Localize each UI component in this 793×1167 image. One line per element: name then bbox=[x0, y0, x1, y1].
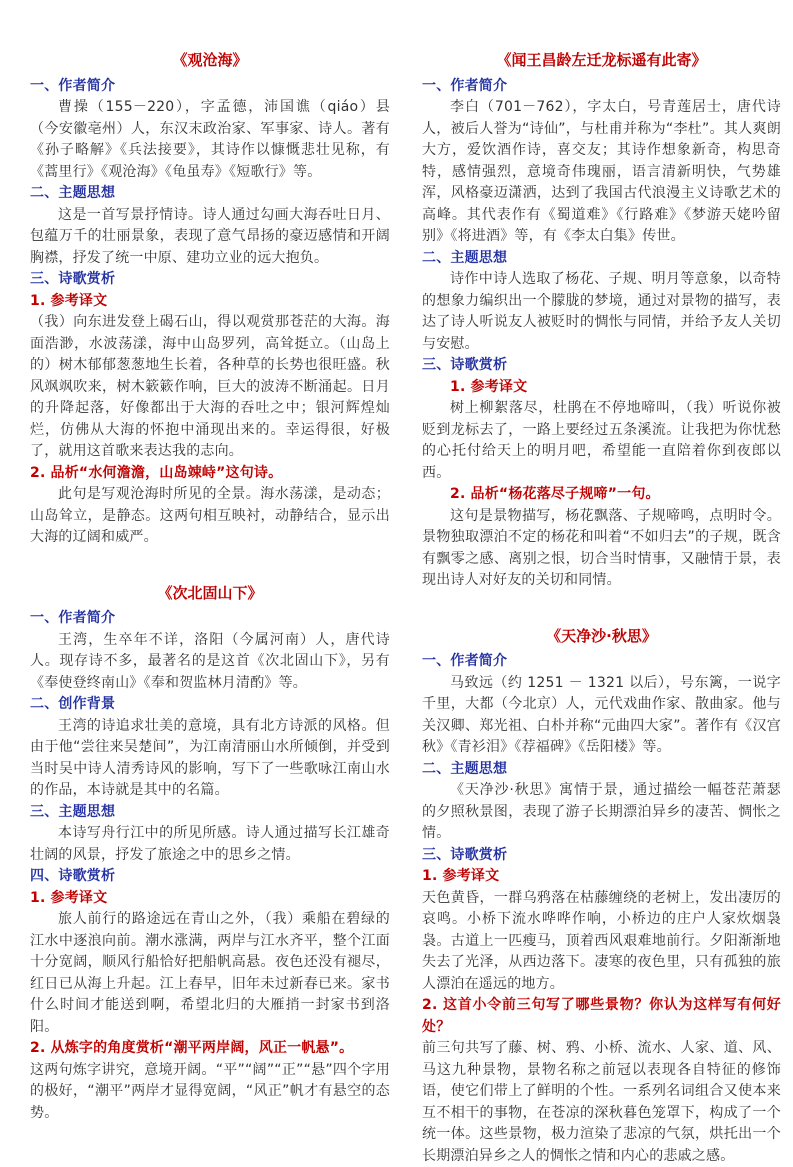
paragraph: 树上柳絮落尽，杜鹃在不停地啼叫，（我）听说你被贬到龙标去了，一路上要经过五条溪流。让我把为你忧愁的心托付给天上的明月吧，希望能一直陪着你到夜郎以西。 bbox=[422, 398, 781, 484]
poem-section bbox=[30, 583, 390, 1125]
section-heading: 三、诗歌赏析 bbox=[422, 845, 781, 867]
paragraph: 前三句共写了藤、树、鸦、小桥、流水、人家、道、风、马这九种景物，景物名称之前冠以表现各自特征的修饰语，使它们带上了鲜明的个性。一系列名词组合又使本来互不相干的事物，在苍凉的深秋暮色笼罩下，构成了一个统一体。这些景物，极力渲染了悲凉的气氛，烘托出一个长期漂泊异乡之人的惆怅之情和内心的悲戚之感。 bbox=[422, 1038, 781, 1167]
section-heading: 一、作者简介 bbox=[422, 76, 781, 98]
section-heading: 一、作者简介 bbox=[30, 76, 390, 98]
paragraph: 此句是写观沧海时所见的全景。海水荡漾，是动态；山岛耸立，是静态。这两句相互映衬，动静结合，显示出大海的辽阔和威严。 bbox=[30, 484, 390, 549]
poem-title: 《观沧海》 bbox=[30, 50, 390, 72]
paragraph: （我）向东进发登上碣石山，得以观赏那苍茫的大海。海面浩渺，水波荡漾，海中山岛罗列，高耸挺立。（山岛上的）树木郁郁葱葱地生长着，各种草的长势也很旺盛。秋风飒飒吹来，树木簌簌作响，巨大的波涛不断涌起。日月的升降起落，好像都出于大海的吞吐之中；银河辉煌灿烂，仿佛从大海的怀抱中涌现出来的。幸运得很，好极了，就用这首歌来表达我的志向。 bbox=[30, 312, 390, 463]
paragraph: 曹操（155－220），字孟德，沛国谯（qiáo）县（今安徽亳州）人，东汉末政治家、军事家、诗人。著有《孙子略解》《兵法接要》，其诗作以慷慨悲壮见称，有《蒿里行》《观沧海》《龟虽寿》《短歌行》等。 bbox=[30, 97, 390, 183]
paragraph: 旅人前行的路途远在青山之外，（我）乘船在碧绿的江水中逐浪向前。潮水涨满，两岸与江水齐平，整个江面十分宽阔，顺风行船恰好把船帆高悬。夜色还没有褪尽，红日已从海上升起。江上春早，旧年未过新春已来。家书什么时间才能送到啊，希望北归的大雁捎一封家书到洛阳。 bbox=[30, 909, 390, 1038]
column bbox=[30, 50, 390, 1122]
subheading: 2. 品析“水何澹澹，山岛竦峙”这句诗。 bbox=[30, 463, 390, 485]
paragraph: 王湾，生卒年不详，洛阳（今属河南）人，唐代诗人。现存诗不多，最著名的是这首《次北固山下》，另有《奉使登终南山》《奉和贺监林月清酌》等。 bbox=[30, 630, 390, 695]
paragraph: 王湾的诗追求壮美的意境，具有北方诗派的风格。但由于他“尝往来吴楚间”，为江南清丽山水所倾倒，并受到当时吴中诗人清秀诗风的影响，写下了一些歌咏江南山水的作品，本诗就是其中的名篇。 bbox=[30, 716, 390, 802]
paragraph: 本诗写舟行江中的所见所感。诗人通过描写长江雄奇壮阔的风景，抒发了旅途之中的思乡之情。 bbox=[30, 823, 390, 866]
subheading: 2. 这首小令前三句写了哪些景物？你认为这样写有何好处？ bbox=[422, 995, 781, 1038]
section-heading: 二、主题思想 bbox=[422, 759, 781, 781]
section-heading: 二、创作背景 bbox=[30, 694, 390, 716]
section-heading: 一、作者简介 bbox=[30, 608, 390, 630]
paragraph: 这两句炼字讲究，意境开阔。“平”“阔”“正”“悬”四个字用的极好，“潮平”两岸才显得宽阔，“风正”帆才有悬空的态势。 bbox=[30, 1060, 390, 1125]
subheading: 1. 参考译文 bbox=[422, 866, 781, 888]
subheading: 1. 参考译文 bbox=[30, 888, 390, 910]
poem-section bbox=[422, 50, 781, 592]
paragraph: 李白（701－762），字太白，号青莲居士，唐代诗人，被后人誉为“诗仙”，与杜甫并称为“李杜”。其人爽朗大方，爱饮酒作诗，喜交友；其诗作想象新奇，构思奇特，感情强烈，意境奇伟瑰丽，语言清新明快，气势雄浑，风格豪迈潇洒，达到了我国古代浪漫主义诗歌艺术的高峰。其代表作有《蜀道难》《行路难》《梦游天姥吟留别》《将进酒》等，有《李太白集》传世。 bbox=[422, 97, 781, 248]
paragraph: 马致远（约 1251 － 1321 以后），号东篱，一说字千里，大都（今北京）人，元代戏曲作家、散曲家。他与关汉卿、郑光祖、白朴并称“元曲四大家”。著作有《汉宫秋》《青衫泪》《荐福碑》《岳阳楼》等。 bbox=[422, 673, 781, 759]
poem-title: 《天净沙·秋思》 bbox=[422, 626, 781, 648]
section-heading: 三、主题思想 bbox=[30, 802, 390, 824]
subheading: 1. 参考译文 bbox=[30, 291, 390, 313]
subheading: 1. 参考译文 bbox=[422, 377, 781, 399]
paragraph: 诗作中诗人选取了杨花、子规、明月等意象，以奇特的想象力编织出一个朦胧的梦境，通过对景物的描写，表达了诗人听说友人被贬时的惆怅与同情，并给予友人关切与安慰。 bbox=[422, 269, 781, 355]
paragraph: 这是一首写景抒情诗。诗人通过勾画大海吞吐日月、包蕴万千的壮丽景象，表现了意气昂扬的豪迈感情和开阔胸襟，抒发了统一中原、建功立业的远大抱负。 bbox=[30, 205, 390, 270]
section-heading: 一、作者简介 bbox=[422, 651, 781, 673]
poem-section bbox=[30, 50, 390, 549]
paragraph: 《天净沙·秋思》寓情于景，通过描绘一幅苍茫萧瑟的夕照秋景图，表现了游子长期漂泊异乡的凄苦、惆怅之情。 bbox=[422, 780, 781, 845]
section-heading: 四、诗歌赏析 bbox=[30, 866, 390, 888]
paragraph: 天色黄昏，一群乌鸦落在枯藤缠绕的老树上，发出凄厉的哀鸣。小桥下流水哗哗作响，小桥边的庄户人家炊烟袅袅。古道上一匹瘦马，顶着西风艰难地前行。夕阳渐渐地失去了光泽，从西边落下。凄寒的夜色里，只有孤独的旅人漂泊在遥远的地方。 bbox=[422, 888, 781, 996]
subheading: 2. 品析“杨花落尽子规啼”一句。 bbox=[422, 484, 781, 506]
subheading: 2. 从炼字的角度赏析“潮平两岸阔，风正一帆悬”。 bbox=[30, 1038, 390, 1060]
section-heading: 二、主题思想 bbox=[30, 183, 390, 205]
poem-title: 《次北固山下》 bbox=[30, 583, 390, 605]
section-heading: 三、诗歌赏析 bbox=[422, 355, 781, 377]
section-heading: 二、主题思想 bbox=[422, 248, 781, 270]
section-heading: 三、诗歌赏析 bbox=[30, 269, 390, 291]
paragraph: 这句是景物描写，杨花飘落、子规啼鸣，点明时令。景物独取漂泊不定的杨花和叫着“不如归去”的子规，既含有飘零之感、离别之恨，切合当时情事，又融情于景，表现出诗人对好友的关切和同情。 bbox=[422, 506, 781, 592]
poem-title: 《闻王昌龄左迁龙标遥有此寄》 bbox=[422, 50, 781, 72]
column bbox=[422, 50, 781, 1122]
poem-section bbox=[422, 626, 781, 1167]
